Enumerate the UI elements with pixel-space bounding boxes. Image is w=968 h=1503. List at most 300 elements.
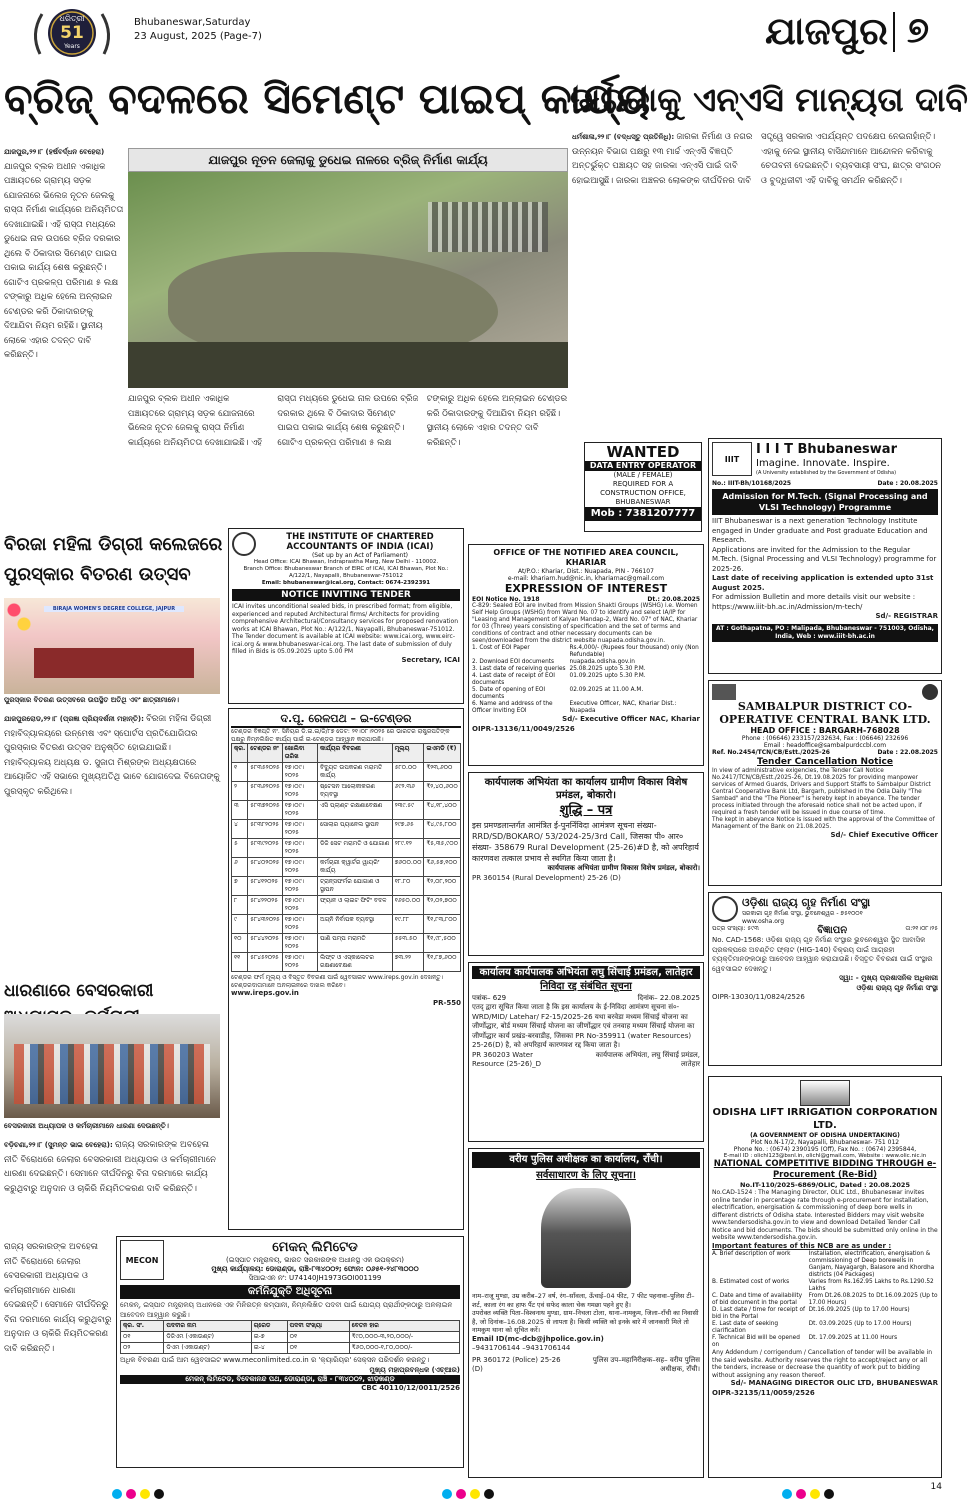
black-mark (824, 1489, 834, 1499)
railway-table-cell: ପାଣି ପମ୍ପ ମରାମତି (317, 934, 392, 953)
railway-table-cell: ୧ (232, 763, 248, 782)
osha-refline (712, 925, 938, 936)
railway-table-cell: ଷ୍ଟେସନ ଆଲୋକୀକରଣ ବ୍ୟବସ୍ଥା (317, 782, 392, 801)
osha-ref: ପତ୍ର ସଂଖ୍ୟା: ୫୯୩ (712, 925, 759, 932)
railway-table-cell: ₹୨,୪୦,୬୦୦ (424, 782, 461, 801)
bokaro-ref: PR 360154 (Rural Development) 25-26 (D) (472, 873, 621, 882)
railway-table-cell: ୫୮୩୮୨୦୨୫ (248, 820, 283, 839)
railway-table-row (232, 896, 461, 915)
latehar-title: कार्यालय कार्यपालक अभियंता लघु सिंचाई प्रमंडल, लातेहार (472, 966, 700, 979)
print-registration-marks (0, 1482, 945, 1497)
railway-table (231, 743, 461, 972)
icai-titles (260, 532, 460, 559)
olic-feature-label: D. Last date / time for receipt of bid in the Portal (712, 1307, 806, 1320)
icai-sub: (Set up by an Act of Parliament) (311, 552, 409, 559)
olic-feature-row (712, 1293, 938, 1307)
khariar-schedule-label: 5. Date of opening of EOI documents (472, 687, 546, 700)
masthead-divider (893, 12, 895, 52)
story1-dateline: ଯାଜପୁର,୨୨।୮ (ହର୍ଷବର୍ଦ୍ଧନ ବେହେରା) (4, 148, 105, 156)
olic-feature-label: E. Last date of seeking clarification (712, 1321, 779, 1334)
bokaro-title: कार्यपालक अभियंता का कार्यालय ग्रामीण विकास विशेष प्रमंडल, बोकारो। (484, 777, 688, 801)
osha-ref2: OIPR-13030/11/0824/2526 (712, 993, 805, 1001)
railway-table-cell: ୧୦ (232, 934, 248, 953)
khariar-addr: At/P.O.: Khariar, Dist.: Nuapada, PIN - 766107 (518, 568, 654, 575)
railway-table-header-cell: କ୍ର. (232, 744, 248, 763)
railway-table-cell: ୧୭।୦୯।୨୦୨୫ (282, 953, 317, 972)
bokaro-heading: शुद्धि – पत्र (559, 803, 613, 818)
railway-table-cell: ୫୮୪୧୨୦୨୫ (248, 877, 283, 896)
story1-body: ଯାଜପୁର ବ୍ଲକ ଅଧୀନ ଏକାଧିକ ପଞ୍ଚାୟତରେ ଗ୍ରାମ୍ୟ ସଡ଼କ ଯୋଜନାରେ ଭିଲେଜ ନୂତନ ଜେଲକୁ ରାସ୍ତା ନିର୍ମାଣ କାର୍ଯ୍ୟରେ ଅନିୟମିତତା ଦେଖାଯାଇଛି। ଏହି ରାସ୍ତା ମଧ୍ୟରେ ଡୁଧେଇ ନାଳ ଉପରେ ବ୍ରିଜ ଦରକାର ଥିଲେ ବି ଠିକାଦାର ସିମେଣ୍ଟ ପାଇପ ପକାଇ କାର୍ଯ୍ୟ ଶେଷ କରୁଛନ୍ତି। ଗୋଟିଏ ପ୍ରକଳ୍ପ ପରିମାଣ ୫ ଲକ୍ଷ ଟଙ୍କାରୁ ଅଧିକ ହେଲେ ଅନ୍ଲାଇନ ଟେଣ୍ଡର କରି ଠିକାଦାରଙ୍କୁ ଦିଆଯିବା ନିୟମ ରହିଛି। ସ୍ଥାନୀୟ ଲୋକେ ଏହାର ତଦନ୍ତ ଦାବି କରିଛନ୍ତି। (4, 161, 124, 360)
wanted-l2: REQUIRED FOR A (612, 480, 674, 488)
iiit-body: IIIT Bhubaneswar is a next generation Technology Institute engaged in Under graduate and Post graduate Education and Research. (712, 517, 928, 544)
railway-table-cell: ୧୮.୮୦ (392, 877, 424, 896)
iiit-body3: Last date of receiving application is extended upto 31st August 2025. (712, 574, 934, 592)
railway-table-cell: ୧୭।୦୯।୨୦୨୫ (282, 858, 317, 877)
railway-table-row (232, 915, 461, 934)
olic-ref: OIPR-32135/11/0059/2526 (712, 1388, 815, 1397)
railway-table-cell: ₹୪,୯୫,୮୦୦ (424, 820, 461, 839)
railway-table-cell: ₹୧,୯୮,୫୦୦ (424, 934, 461, 953)
story2-body: ଜାରକା ନିର୍ମାଣ ଓ ନଗର ଉନ୍ନୟନ ବିଭାଗ ପକ୍ଷରୁ ୧୩ ମାର୍ଚ୍ଚ ଏନ୍‌ଏସି ବିଜ୍ଞପ୍ତି ଅନ୍ତର୍ଭୁକ୍ତ ପଞ୍ଚାୟତ ସହ ଜାରକା ଏନ୍‌ଏସି ପାଇଁ ଦାବି ହୋଇଆସୁଛି। ଜାରକା ଅଞ୍ଚଳର ଲୋକଙ୍କ ଦୀର୍ଘଦିନର ଦାବି ସତ୍ତ୍ୱେ ସରକାର ଏପର୍ଯ୍ୟନ୍ତ ପଦକ୍ଷେପ ନେଇନାହାଁନ୍ତି। ଏହାକୁ ନେଇ ସ୍ଥାନୀୟ ବାସିନ୍ଦାମାନେ ଆନ୍ଦୋଳନ କରିବାକୁ ଚେତାବନୀ ଦେଇଛନ୍ତି। ବ୍ୟବସାୟୀ ସଂଘ, ଛାତ୍ର ସଂଗଠନ ଓ ବୁଦ୍ଧିଜୀବୀ ଏହି ଦାବିକୁ ସମର୍ଥନ କରିଛନ୍ତି। (572, 132, 941, 186)
wanted-role: DATA ENTRY OPERATOR (585, 461, 701, 471)
olic-heading: NATIONAL COMPETITIVE BIDDING THROUGH e-Procurement (Re-Bid) (713, 1159, 937, 1180)
mecon-ref: CBC 40110/12/0011/2526 (361, 1384, 460, 1392)
sambalpur-ho: HEAD OFFICE : BARGARH-768028 (750, 726, 900, 735)
osha-sign2: ଓଡ଼ିଶା ରାଜ୍ୟ ଗୃହ ନିର୍ମାଣ ସଂସ୍ଥା (856, 983, 938, 992)
railway-table-cell: ଡିଜି ସେଟ ମରାମତି ଓ ଯୋଗାଣ (317, 839, 392, 858)
railway-table-cell: ୧୭।୦୯।୨୦୨୫ (282, 915, 317, 934)
railway-table-cell: ୫୮୪୩୨୦୨୫ (248, 915, 283, 934)
khariar-schedule-row (472, 673, 700, 687)
yellow-mark (810, 1489, 820, 1499)
latehar-patrank: पत्रांक– 629 (472, 994, 507, 1002)
railway-table-cell: ୫୮୦.୦୦ (392, 763, 424, 782)
railway-table-row (232, 953, 461, 972)
olic-feature-label: A. Brief description of work (712, 1251, 791, 1257)
osha-titles (742, 896, 870, 925)
mecon-table-header-cell: ଗ୍ରେଡ (251, 1321, 287, 1332)
headline-cement-pipe: ବ୍ରିଜ୍ ବଦଳରେ ସିମେଣ୍ଟ ପାଇପ୍ କାର୍ଯ୍ୟ (4, 74, 650, 123)
mecon-table-cell: ଡିଜିଏମ (ଏକାଉଣ୍ଟ) (164, 1332, 251, 1343)
railway-table-cell: ୫୮୩୫୨୦୨୫ (248, 763, 283, 782)
cyan-mark (782, 1489, 792, 1499)
story4-photo-caption: ବେସରକାରୀ ଅଧ୍ୟାପକ ଓ କର୍ମଚାରୀମାନେ ଧାରଣା ଦେଉଛନ୍ତି। (4, 1122, 169, 1130)
railway-table-cell: ୬୯୨.୩୬ (392, 782, 424, 801)
sambalpur-date: Date : 22.08.2025 (877, 749, 938, 756)
latehar-heading: निविदा रद्द संबंधित सूचना (540, 981, 632, 992)
mecon-table-row (121, 1343, 460, 1354)
railway-table-row (232, 839, 461, 858)
railway-table-cell: ୧୭।୦୯।୨୦୨୫ (282, 820, 317, 839)
iiit-date: Date : 20.08.2025 (877, 480, 938, 487)
olic-features-title: Important features of this NCB are as under : (712, 1241, 892, 1250)
story2-column (572, 130, 942, 420)
story4-body: ରାଜ୍ୟ ସରକାରଙ୍କ ଅବହେଳା ନୀତି ବିରୋଧରେ ଜେଲାର ବେସରକାରୀ ଅଧ୍ୟାପକ ଓ କର୍ମଚାରୀମାନେ ଧାରଣା ଦେଇଛନ୍ତି। ସେମାନେ ଦୀର୍ଘଦିନରୁ ବିନା ଦରମାରେ କାର୍ଯ୍ୟ କରୁଥିବାରୁ ଅନୁଦାନ ଓ ଚାକିରି ନିୟମିତକରଣ ଦାବି କରିଛନ୍ତି। (4, 1140, 216, 1194)
railway-table-cell: ୫୫୩.୫୦ (392, 934, 424, 953)
story3-text (4, 712, 220, 978)
iiit-logo: IIIT (712, 442, 752, 476)
ranchi-email: Email ID(mc-dcb@jhpolice.gov.in) (472, 1334, 604, 1343)
folio-page-number: 14 (930, 1482, 942, 1492)
railway-table-row (232, 820, 461, 839)
badge-years-label: Years (64, 43, 80, 50)
iiit-body4: For admission Bulletin and more details visit our website : https://www.iiit-bh.ac.in/Admission/m-tech/ (712, 593, 916, 611)
yellow-mark (470, 1489, 480, 1499)
wanted-l1: (MALE / FEMALE) (613, 471, 673, 479)
story1-column (4, 148, 124, 528)
mecon-table-header-cell: ପଦବୀର ନାମ (164, 1321, 251, 1332)
olic-feature-label: F. Technical Bid will be opened on (712, 1335, 800, 1348)
osha-addr: ସରକାରୀ ଗୃହ ନିର୍ମାଣ ସଂସ୍ଥା, ଭୁବନେଶ୍ୱର - ୭୫୧୦୦୧ (742, 910, 863, 917)
railway-table-cell: ୧୬୫୦.୦୦ (392, 896, 424, 915)
mecon-title: ମେକନ୍ ଲିମିଟେଡ (272, 1240, 358, 1255)
reg-marks-right (780, 1484, 836, 1503)
khariar-heading: EXPRESSION OF INTEREST (504, 582, 668, 595)
ad-khariar (468, 544, 704, 766)
latehar-dinank: दिनांक– 22.08.2025 (637, 994, 700, 1002)
iiit-title: Admission for M.Tech. (Signal Processing and VLSI Technology) Programme (712, 489, 938, 515)
railway-table-cell: ୧୭।୦୯।୨୦୨୫ (282, 839, 317, 858)
railway-table-cell: ୯ (232, 915, 248, 934)
railway-table-header-cell: ଟେଣ୍ଡର ନଂ (248, 744, 283, 763)
ad-bokaro (468, 772, 704, 956)
mecon-cin: ସିଆଇଏନ ନଂ: U74140JH1973GOI001199 (248, 1274, 382, 1282)
railway-table-row (232, 801, 461, 820)
magenta-mark (796, 1489, 806, 1499)
railway-table-cell: ₹୬,୫୭,୧୦୦ (424, 858, 461, 877)
story1-photo-caption-bar (128, 148, 568, 172)
icai-sign: Secretary, ICAI (401, 655, 460, 664)
railway-table-cell: ଏସି ପ୍ଲାଣ୍ଟ ରକ୍ଷଣାବେକ୍ଷଣ (317, 801, 392, 820)
railway-table-cell: ୧୭।୦୯।୨୦୨୫ (282, 763, 317, 782)
olic-feature-label: C. Date and time of availability of bid document in the portal (712, 1293, 803, 1306)
osha-heading: ବିଜ୍ଞାପନ (817, 925, 848, 936)
mecon-table-cell: ୦୨ (121, 1343, 164, 1354)
coop-year-logo-icon (712, 684, 736, 700)
sambalpur-phone: Phone : (06646) 233157/232634, Fax : (06646) 232696 (741, 735, 909, 742)
dateline (134, 16, 294, 44)
sambalpur-body2: The kept in abeyance Notice is issued with the approval of the Committee of Management of the Bank on 21.08.2025. (712, 817, 935, 830)
olic-feature-value: Installation, electrification, energisation & commissioning of Deep borewells in Ganjam, Nayagargh, Balasore and Khordha districts (04 Packages) (808, 1251, 935, 1278)
railway-table-cell: ୩ (232, 801, 248, 820)
yellow-mark (140, 1489, 150, 1499)
sambalpur-ref: Ref. No.2454/TCN/CB/Estt./2025-26 (712, 749, 830, 756)
khariar-sign: Sd/- Executive Officer NAC, Khariar (562, 715, 700, 723)
story3-photo-caption: ପୁରସ୍କାର ବିତରଣ ଉତ୍ସବରେ ଉପସ୍ଥିତ ଅତିଥି ଏବଂ ଛାତ୍ରୀମାନେ। (4, 696, 180, 704)
icai-body2: The Tender document is available at ICAI website: www.icai.org, www.eirc-icai.org & www.bhubaneswar-icai.org. The last date of submission of duly filled in Bids is 05.09.2025 upto 5.00 PM (232, 633, 455, 655)
mecon-table-cell: ₹୬୦,୦୦୦-୧,୮୦,୦୦୦/- (349, 1343, 459, 1354)
osha-header (712, 896, 938, 925)
railway-table-cell: ୫୮୪୦୨୦୨୫ (248, 858, 283, 877)
story3-body: ବିରଜା ମହିଳା ଡିଗ୍ରୀ ମହାବିଦ୍ୟାଳୟରେ ଉନ୍ମେଷ ଏବଂ ସ୍ପୋର୍ଟସ ପ୍ରତିଯୋଗିତାର ପୁରସ୍କାର ବିତରଣ ଉତ୍ସବ ଅନୁଷ୍ଠିତ ହୋଇଯାଇଛି। ମହାବିଦ୍ୟାଳୟ ଅଧ୍ୟକ୍ଷ ଡ. ସୁଜାତା ମିଶ୍ରଙ୍କ ଅଧ୍ୟକ୍ଷତାରେ ଆୟୋଜିତ ଏହି ସଭାରେ ମୁଖ୍ୟଅତିଥି ଭାବେ ଯୋଗଦେଇ ବିଜେତାଙ୍କୁ ପୁରସ୍କୃତ କରିଥିଲେ। (4, 714, 220, 797)
mecon-table-cell: ଇ-୭ (251, 1332, 287, 1343)
mecon-table-header-cell: ବେତନ ହାର (349, 1321, 459, 1332)
story4-photo (4, 1014, 220, 1118)
railway-table-header-cell: ଖୋଲିବା ତାରିଖ (282, 744, 317, 763)
story3-headline: ବିରଜା ମହିଳା ଡିଗ୍ରୀ କଲେଜରେ ପୁରସ୍କାର ବିତରଣ ଉତ୍ସବ (4, 534, 223, 585)
ranchi-footer (472, 1356, 700, 1375)
iiit-no: No.: IIIT-Bh/10168/2025 (712, 480, 792, 487)
mecon-table-cell: ୦୧ (121, 1332, 164, 1343)
olic-sign: Sd/- MANAGING DIRECTOR OLIC LTD, BHUBANESWAR (730, 1379, 938, 1387)
khariar-title: OFFICE OF THE NOTIFIED AREA COUNCIL, KHARIAR (493, 548, 679, 567)
railway-intro: ଟେଣ୍ଡର ବିଜ୍ଞପ୍ତି ନଂ. ସିନିୟର ଡି.ଇ.ଇ/ଜି/୮୭ ଡେଟ: ୨୧।୦୮।୨୦୨୫ ରେ ଭାରତର ରାଷ୍ଟ୍ରପତିଙ୍କ ପକ୍ଷରୁ ନିମ୍ନଲିଖିତ କାର୍ଯ୍ୟ ପାଇଁ ଇ-ଟେଣ୍ଡର ଆହ୍ୱାନ କରାଯାଉଛି। (231, 728, 450, 743)
railway-table-cell: କର୍ମଚାରୀ କ୍ୱାର୍ଟର ୱାୟରିଂ କାର୍ଯ୍ୟ (317, 858, 392, 877)
iiit-titles (756, 442, 897, 477)
story4-text-cont (4, 1240, 114, 1470)
railway-table-cell: ୧୧ (232, 953, 248, 972)
railway-footer: ଟେଣ୍ଡର ଫର୍ମ ମୂଲ୍ୟ ଓ ବିସ୍ତୃତ ବିବରଣୀ ପାଇଁ ୱେବସାଇଟ www.ireps.gov.in ଦେଖନ୍ତୁ। ଟେଣ୍ଡରଦାତାମାନେ ଅନଲାଇନରେ ଦାଖଲ କରିବେ। (231, 974, 444, 989)
wanted-title: WANTED (606, 443, 680, 461)
khariar-date: Dt.: 20.08.2025 (647, 596, 700, 603)
osha-logo-icon (712, 896, 738, 922)
railway-table-cell: ₹୧,୮୭,୬୦୦ (424, 953, 461, 972)
ranchi-ref: PR 360172 (Police) 25-26 (D) (472, 1355, 561, 1373)
railway-table-cell: ୮ (232, 896, 248, 915)
khariar-body: C-829: Sealed EOI are invited from Mission Shakti Groups (WSHG) i.e. Women Self Help Groups (WSHG) from Ward No. 07 to identify and select IA/IP for "Leasing and Management of Kalyan Mandap-2, Ward No. 07" of NAC, Khariar for 03 (Three) years consisting of specification and the set of terms and conditions of contract and other necessary documents can be seen/downloaded from the district website nuapada.odisha.gov.in. (472, 603, 698, 644)
railway-table-cell: ୧୭।୦୯।୨୦୨୫ (282, 877, 317, 896)
bokaro-body: इस प्रमण्डलान्तर्गत आमंत्रित ई-पुनर्निविदा आमंत्रण सूचना संख्या- RRD/SD/BOKARO/ 53/2024-25/3rd Call, जिसका पी० आर० संख्या- 358679 Rural Development (25-26)#D है, को अपरिहार्य कारणवश तत्काल प्रभाव से स्थगित किया जाता है। (472, 821, 699, 863)
railway-table-cell: ୧୭।୦୯।୨୦୨୫ (282, 801, 317, 820)
railway-table-cell: ଫ୍ୟାନ ଓ ଲାଇଟ ଫିଟିଂ ବଦଳ (317, 896, 392, 915)
khariar-schedule-row (472, 645, 700, 659)
khariar-schedule-value: 02.09.2025 at 11.00 A.M. (569, 687, 644, 693)
railway-table-header-cell: ମୂଲ୍ୟ (392, 744, 424, 763)
olic-features-table (712, 1251, 938, 1349)
sambalpur-sign: Sd/- Chief Executive Officer (830, 831, 938, 839)
story3-dateline: ଯାଜପୁରରୋଡ,୨୨।୮ (ପ୍ରଜ୍ଞା ପ୍ରିୟଦର୍ଶନୀ ମହାନ୍ତି): (4, 715, 144, 723)
story4-headline: ଧାରଣାରେ ବେସରକାରୀ (4, 981, 154, 1001)
mecon-sign: ମୁଖ୍ୟ ମହାପ୍ରବନ୍ଧକ (ଏଚ୍‌ଆର) (369, 1365, 460, 1374)
osha-web[interactable]: www.osha.org (742, 918, 785, 925)
khariar-schedule-row (472, 659, 700, 666)
railway-table-cell: ୭ (232, 877, 248, 896)
bank-logo-icon (922, 684, 938, 700)
osha-date: ତା:୨୧।୦୮।୨୫ (905, 925, 938, 932)
wanted-mobile: Mob : 7381207777 (585, 507, 701, 521)
icai-notice: NOTICE INVITING TENDER (232, 589, 460, 601)
ranchi-sign: पुलिस उप–महानिरीक्षक–सह– वरीय पुलिस अधीक्षक, राँची। (592, 1355, 700, 1373)
protesters (14, 1044, 210, 1104)
railway-table-row (232, 858, 461, 877)
railway-table-cell: ୨୯୭.୬୫ (392, 820, 424, 839)
mecon-table-cell: ୦୧ (287, 1332, 349, 1343)
sambalpur-heading: Tender Cancellation Notice (757, 757, 893, 767)
railway-table-cell: ୧୭।୦୯।୨୦୨୫ (282, 896, 317, 915)
icai-header (232, 532, 460, 559)
railway-site[interactable]: www.ireps.gov.in (231, 989, 299, 997)
mecon-office: ମୁଖ୍ୟ କାର୍ଯ୍ୟାଳୟ: ଡୋରାଣ୍ଡା, ରାଞ୍ଚି-୮୩୪୦୦୨; ଫୋନ: ୦୬୫୧-୨୪୮୩୦୦୦ (211, 1265, 419, 1273)
railway-table-cell: ସୋଲାର ପ୍ୟାନେଲ ସ୍ଥାପନ (317, 820, 392, 839)
railway-table-cell: ₹୨୩,୬୦୦ (424, 763, 461, 782)
ranchi-heading: सर्वसाधारण के लिए सूचना। (536, 1170, 636, 1181)
badge-years-number: 51 (60, 23, 84, 43)
dateline-date: 23 August, 2025 (Page-7) (134, 31, 262, 42)
story4-body-cont: ରାଜ୍ୟ ସରକାରଙ୍କ ଅବହେଳା ନୀତି ବିରୋଧରେ ଜେଲାର ବେସରକାରୀ ଅଧ୍ୟାପକ ଓ କର୍ମଚାରୀମାନେ ଧାରଣା ଦେଇଛନ୍ତି। ସେମାନେ ଦୀର୍ଘଦିନରୁ ବିନା ଦରମାରେ କାର୍ଯ୍ୟ କରୁଥିବାରୁ ଅନୁଦାନ ଓ ଚାକିରି ନିୟମିତକରଣ ଦାବି କରିଛନ୍ତି। (4, 1242, 112, 1354)
railway-table-row (232, 877, 461, 896)
magenta-mark (126, 1489, 136, 1499)
railway-table-header-cell: କାର୍ଯ୍ୟର ବିବରଣୀ (317, 744, 392, 763)
iiit-sub: (A University established by the Government of Odisha) (756, 470, 897, 476)
railway-table-cell: ୫୮୪୪୨୦୨୫ (248, 934, 283, 953)
masthead (0, 0, 945, 64)
khariar-schedule-label: 2. Download EOI documents (472, 659, 555, 665)
icai-title: THE INSTITUTE OF CHARTERED ACCOUNTANTS OF INDIA (ICAI) (286, 532, 434, 552)
story4-text (4, 1138, 220, 1238)
railway-table-cell: ବିଦ୍ୟୁତ ଉପକରଣ ମରାମତି କାର୍ଯ୍ୟ (317, 763, 392, 782)
latehar-body: एतद् द्वारा सूचित किया जाता है कि इस कार्यालय के ई-निविदा आमंत्रण सूचना सं०- WRD/MID/ Latehar/ F2-15/2025-26 यथा बरवेडा मध्यम सिंचाई योजना का जीर्णोद्धार, बोर्ड मध्यम सिंचाई योजना का जीर्णोद्धार एवं तनवाह मध्यम सिंचाई योजना का जीर्णोद्धार कार्य प्रखंड-बरवाडीह, जिसका PR No-359911 (water Resources) 25-26(D) है, को अपरिहार्य कारणवश रद्द किया जाता है। (472, 1003, 695, 1049)
khariar-schedule-label: 6. Name and address of the Officer Inviting EOI (472, 701, 553, 714)
khariar-schedule (472, 645, 700, 715)
mecon-table-row (121, 1332, 460, 1343)
story3-photo (4, 598, 220, 694)
mecon-footer: ମେକନ୍ ଲିମିଟେଡ, ବିବେକାନନ୍ଦ ପଥ, ଡୋରାଣ୍ଡା, ରାଞ୍ଚି - ୮୩୪୦୦୨, ଝାଡ଼ଖଣ୍ଡ (120, 1375, 460, 1384)
railway-table-cell: ₹୨,୦୮,୨୦୦ (424, 877, 461, 896)
khariar-notice-no: EOI Notice No. 1918 (472, 596, 540, 603)
wanted-l3: CONSTRUCTION OFFICE, (600, 489, 686, 497)
olic-feature-value: Dt.16.09.2025 (Up to 17.00 Hours) (808, 1307, 910, 1313)
mecon-table-cell: ଡିଏମ (ଏକାଉଣ୍ଟ) (164, 1343, 251, 1354)
sambalpur-logos (712, 684, 938, 700)
sambalpur-body: In view of administrative exigencies, the Tender Call Notice No.2417/TCN/CB/Estt./2025-26, Dt.19.08.2025 for providing manpower services of Armed Guards, Drivers and Support Staffs to Sambalpur District Central Cooperative Bank Ltd, Bargarh, published in the Odia Daily "The Sambad" and the "The Pioneer" is hereby kept in abeyance. The tender process initiated through the aforesaid notice shall not be acted upon, if required a fresh tender will be issued in due course of time. (712, 768, 931, 816)
mecon-table-header-cell: ପଦବୀ ସଂଖ୍ୟା (287, 1321, 349, 1332)
railway-table-cell: ୭୬୦୦.୦୦ (392, 858, 424, 877)
khariar-schedule-value: Rs.4,000/- (Rupees four thousand) only (Non Refundable) (569, 645, 699, 658)
bokaro-sign: कार्यपालक अभियंता ग्रामीण विकास विशेष प्रमंडल, बोकारो। (547, 864, 700, 872)
khariar-refline (472, 596, 700, 603)
mecon-body: ମେକନ୍, ଇସ୍ପାତ ମନ୍ତ୍ରାଳୟ ଅଧୀନରେ ଏକ ମିନିରତ୍ନ କମ୍ପାନୀ, ନିମ୍ନଲିଖିତ ପଦବୀ ପାଇଁ ଯୋଗ୍ୟ ପ୍ରାର୍ଥୀଙ୍କଠାରୁ ଅନଲାଇନ ଆବେଦନ ଆହ୍ୱାନ କରୁଛି। (120, 1301, 453, 1319)
icai-email: Email: bhubaneswar@icai.org, Contact: 0674-2392391 (261, 580, 431, 586)
mecon-sub: (ଇସ୍ପାତ ମନ୍ତ୍ରାଳୟ, ଭାରତ ସରକାରଙ୍କ ଅଧୀନସ୍ଥ ଏକ ଉପକ୍ରମ) (226, 1256, 404, 1264)
latehar-sign: कार्यपालक अभियंता, लघु सिंचाई प्रमंडल, लातेहार (595, 1050, 700, 1068)
osha-title: ଓଡ଼ିଶା ରାଜ୍ୟ ଗୃହ ନିର୍ମାଣ ସଂସ୍ଥା (742, 896, 871, 909)
railway-table-cell: ଟ୍ରାନ୍ସଫର୍ମର ଯୋଗାଣ ଓ ସ୍ଥାପନ (317, 877, 392, 896)
railway-ref: PR-550 (432, 998, 461, 1007)
iiit-tagline: Imagine. Innovate. Inspire. (756, 458, 890, 469)
khariar-schedule-label: 3. Last date of receiving queries (472, 666, 566, 672)
ad-olic (708, 1076, 942, 1478)
olic-feature-row (712, 1335, 938, 1349)
black-mark (484, 1489, 494, 1499)
olic-body: No.CAD-1524 : The Managing Director, OLIC Ltd., Bhubaneswar invites online tender in percentage rate through e-procurement for installation, electrification, energisation & commissioning of deep bore wells in different districts of Odisha state. Interested Bidders may visit website www.tendersodisha.gov.in to view and download Detailed Tender Call Notice and bid documents. The bids should be submitted only online in the website www.tendersodisha.gov.in. (712, 1189, 938, 1241)
railway-table-header (232, 744, 461, 763)
mecon-table-cell: ₹୯୦,୦୦୦-୩,୨୦,୦୦୦/- (349, 1332, 459, 1343)
page-number-odia: ୭ (906, 10, 930, 51)
olic-feature-row (712, 1279, 938, 1293)
railway-table-row (232, 934, 461, 953)
railway-table-cell: ₹୫,୩୫,୯୦୦ (424, 839, 461, 858)
latehar-ref: PR 360203 Water Resource (25-26)_D (472, 1050, 542, 1068)
olic-feature-value: Varies from Rs.162.95 Lakhs to Rs.1290.52 Lakhs (808, 1279, 934, 1292)
khariar-schedule-row (472, 687, 700, 701)
ranchi-body: उपरोक्त व्यक्ति पिता–विश्वनाथ मुण्डा, ग्राम–निचला टोला, थाना–नामकुम, जिला–राँची का निवासी है, जो दिनांक–16.08.2025 से लापता है। किसी व्यक्ति को इनके बारे में जानकारी मिले तो नामकुम थाना को सूचित करें। (472, 1309, 699, 1334)
olic-addr: Plot No.N-17/2, Nayapalli, Bhubaneswar- 751 012 (750, 1139, 900, 1146)
mecon-header (120, 1240, 460, 1283)
story2-dateline: ଧର୍ମଶାଳା,୨୨।୮ (ବଦ୍ଧସ୍ତୁ ପ୍ରତିନିଧି): (572, 133, 675, 141)
railway-table-cell: ₹୨,୦୨,୭୦୦ (424, 896, 461, 915)
olic-feature-value: Dt. 17.09.2025 at 11.00 Hours (808, 1335, 898, 1341)
iiit-footer: AT : Gothapatna, PO : Malipada, Bhubaneswar - 751003, Odisha, India, Web : www.iiit-bh.ac.in (712, 624, 938, 642)
railway-table-cell: ଅଗ୍ନି ନିର୍ବାପକ ବ୍ୟବସ୍ଥା (317, 915, 392, 934)
ad-icai (228, 528, 464, 704)
anniversary-badge (26, 6, 118, 60)
iiit-sign: Sd/- REGISTRAR (875, 612, 938, 620)
railway-table-cell: ୫୮୩୬୨୦୨୫ (248, 782, 283, 801)
olic-feature-value: Dt. 03.09.2025 (Up to 17.00 Hours) (808, 1321, 912, 1327)
ad-iiit (708, 438, 942, 674)
badge-top-text: ଧରିତ୍ରୀ (59, 14, 85, 23)
mecon-heading: କର୍ମନିଯୁକ୍ତି ଅଧିସୂଚନା (120, 1285, 460, 1299)
olic-feature-row (712, 1307, 938, 1321)
railway-table-cell: ୫୮୪୨୨୦୨୫ (248, 896, 283, 915)
mecon-table (120, 1320, 460, 1354)
ad-ranchi (468, 1148, 704, 1478)
khariar-schedule-value: 01.09.2025 upto 5.30 P.M. (569, 673, 646, 679)
mecon-table-cell: ୦୧ (287, 1343, 349, 1354)
railway-table-cell: ୫୮୪୫୨୦୨୫ (248, 953, 283, 972)
story3-banner: BIRAJA WOMEN'S DEGREE COLLEGE, JAJPUR (44, 606, 184, 612)
railway-table-row (232, 782, 461, 801)
stage-table (34, 648, 194, 678)
cyan-mark (442, 1489, 452, 1499)
mecon-table-cell: ଇ-୪ (251, 1343, 287, 1354)
railway-table-cell: ୪ (232, 820, 248, 839)
railway-table-cell: ୫୮୩୭୨୦୨୫ (248, 801, 283, 820)
story1-body-cont: ଯାଜପୁର ବ୍ଲକ ଅଧୀନ ଏକାଧିକ ପଞ୍ଚାୟତରେ ଗ୍ରାମ୍ୟ ସଡ଼କ ଯୋଜନାରେ ଭିଲେଜ ନୂତନ ଜେଲକୁ ରାସ୍ତା ନିର୍ମାଣ କାର୍ଯ୍ୟରେ ଅନିୟମିତତା ଦେଖାଯାଇଛି। ଏହି ରାସ୍ତା ମଧ୍ୟରେ ଡୁଧେଇ ନାଳ ଉପରେ ବ୍ରିଜ ଦରକାର ଥିଲେ ବି ଠିକାଦାର ସିମେଣ୍ଟ ପାଇପ ପକାଇ କାର୍ଯ୍ୟ ଶେଷ କରୁଛନ୍ତି। ଗୋଟିଏ ପ୍ରକଳ୍ପ ପରିମାଣ ୫ ଲକ୍ଷ ଟଙ୍କାରୁ ଅଧିକ ହେଲେ ଅନ୍ଲାଇନ ଟେଣ୍ଡର କରି ଠିକାଦାରଙ୍କୁ ଦିଆଯିବା ନିୟମ ରହିଛି। ସ୍ଥାନୀୟ ଲୋକେ ଏହାର ତଦନ୍ତ ଦାବି କରିଛନ୍ତି। (128, 394, 568, 448)
olic-phone: Phone No. : (0674) 2390195 (Off), Fax No. : (0674) 2395844, (733, 1146, 917, 1153)
khariar-email: e-mail: khariarn.hud@nic.in, khariarnac@gmail.com (507, 575, 665, 582)
railway-table-header-cell: ଇଏମଡି (₹) (424, 744, 461, 763)
mecon-logo: MECON (120, 1240, 164, 1280)
ad-sambalpur (708, 680, 942, 886)
cyan-mark (112, 1489, 122, 1499)
railway-table-body (232, 763, 461, 972)
mecon-body2: ଅଧିକ ବିବରଣୀ ପାଇଁ ଆମ ୱେବସାଇଟ www.meconlimited.co.in ର 'କ୍ୟାରିୟର' ସେକ୍ସନ ପରିଦର୍ଶନ କରନ୍ତୁ। (120, 1356, 430, 1364)
sambalpur-title: SAMBALPUR DISTRICT CO-OPERATIVE CENTRAL BANK LTD. (719, 700, 931, 726)
mecon-table-header (121, 1321, 460, 1332)
latehar-refline (472, 994, 700, 1003)
ranchi-desc: नाम–राजू मुण्डा, उम्र करीब–27 वर्ष, रंग–साँवला, ऊँचाई–04 फीट, 7 फीट पहनावा–पुलिस टी–शर्ट, काला रंग का हाफ पैंट एवं सफेद काला चेक गमछा पहने हुए है। (472, 1292, 695, 1309)
khariar-schedule-label: 4. Last date of receipt of EOI documents (472, 673, 555, 686)
icai-ho: Head Office: ICAI Bhawan, Indraprastha Marg, New Delhi - 110002. (253, 559, 439, 565)
khariar-schedule-value: Executive Officer, NAC, Khariar Dist.: Nuapada (569, 701, 677, 714)
olic-feature-label: B. Estimated cost of works (712, 1279, 790, 1285)
iiit-name: I I I T Bhubaneswar (756, 442, 897, 457)
wanted-l4: BHUBANESWAR (615, 498, 671, 506)
icai-emblem-icon (232, 532, 256, 556)
khariar-schedule-row (472, 701, 700, 715)
iiit-header (712, 442, 938, 477)
reg-marks-left (110, 1484, 166, 1503)
railway-title: ଦ.ପୂ. ରେଳପଥ – ଇ-ଟେଣ୍ଡର (231, 711, 461, 728)
ad-osha (708, 892, 942, 1066)
railway-table-cell: ୫ (232, 839, 248, 858)
osha-sign: ସ୍ୱା: - ମୁଖ୍ୟ ପ୍ରଶାସନିକ ଅଧିକାରୀ (839, 974, 938, 982)
magenta-mark (456, 1489, 466, 1499)
olic-feature-value: From Dt.26.08.2025 to Dt.16.09.2025 (Up to 17.00 Hours) (808, 1293, 938, 1306)
khariar-schedule-value: nuapada.odisha.gov.in (569, 659, 635, 665)
ranchi-title: वरीय पुलिस अधीक्षक का कार्यालय, राँची। (472, 1152, 700, 1168)
khariar-ref: OIPR-13136/11/0049/2526 (472, 724, 575, 733)
khariar-schedule-value: 25.08.2025 upto 5.30 P.M. (569, 666, 646, 672)
reg-marks-center (440, 1484, 496, 1503)
railway-table-cell: ଲିଫ୍ଟ ଓ ଏସ୍କାଲେଟର ରକ୍ଷଣାବେକ୍ଷଣ (317, 953, 392, 972)
railway-table-cell: ୨୮୯.୧୨ (392, 839, 424, 858)
sambalpur-refline (712, 749, 938, 756)
olic-title: ODISHA LIFT IRRIGATION CORPORATION LTD. (712, 1107, 938, 1131)
railway-table-cell: ୬ (232, 858, 248, 877)
railway-table-cell: ୧୭।୦୯।୨୦୨୫ (282, 934, 317, 953)
